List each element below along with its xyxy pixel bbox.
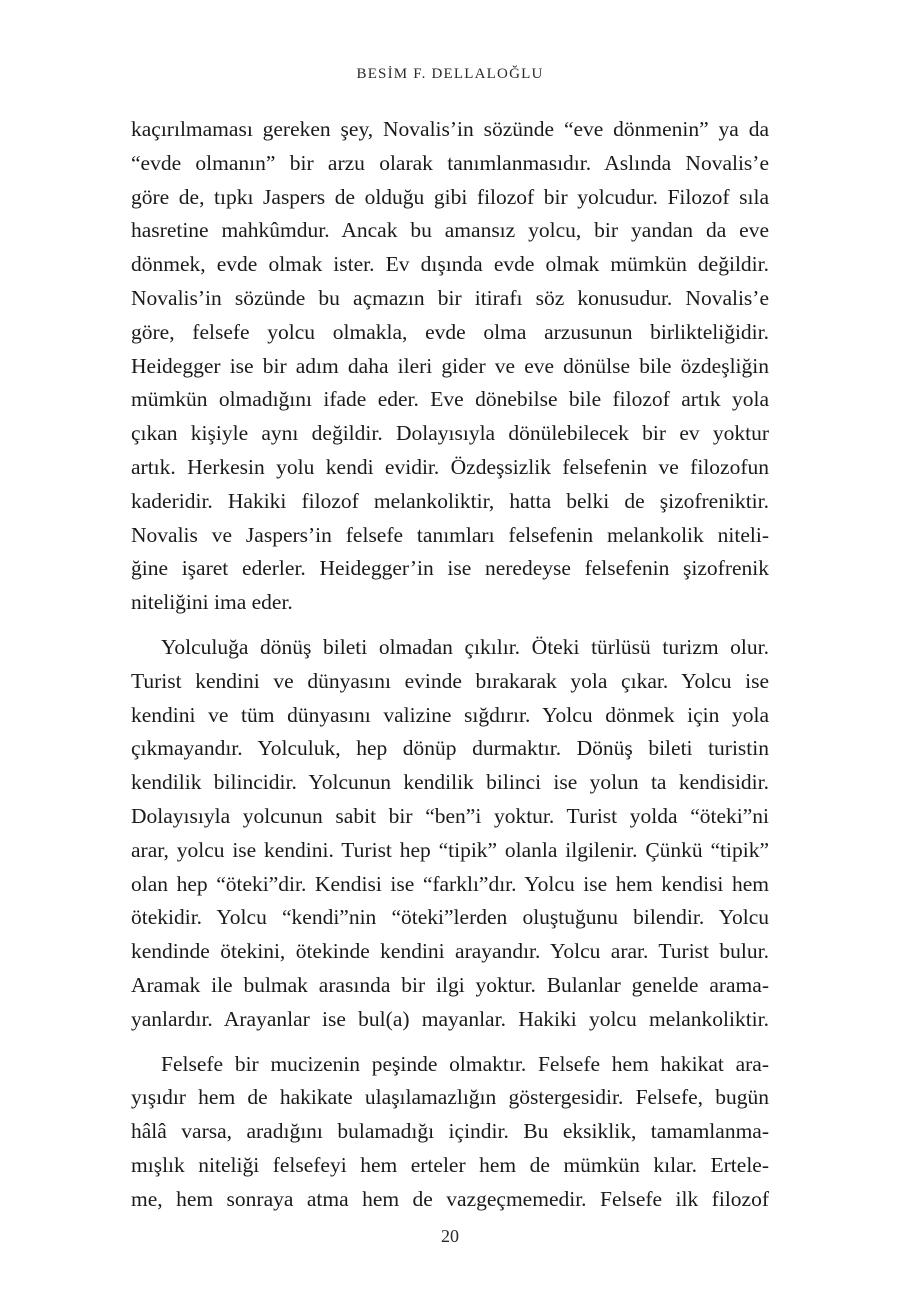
text-line: göre, felsefe yolcu olmakla, evde olma arzusunun birlikteliğidir. xyxy=(131,319,769,344)
text-line: me, hem sonraya atma hem de vazgeçmemedir. Felsefe ilk filozof xyxy=(131,1186,769,1211)
text-line: çıkan kişiyle aynı değildir. Dolayısıyla dönülebilecek bir ev yoktur xyxy=(131,421,769,446)
text-line: kaderidir. Hakiki filozof melankoliktir, hatta belki de şizofreniktir. xyxy=(131,488,769,513)
text-line: arar, yolcu ise kendini. Turist hep “tipik” olanla ilgilenir. Çünkü “tipik” xyxy=(131,837,769,862)
text-line: Turist kendini ve dünyasını evinde bırakarak yola çıkar. Yolcu ise xyxy=(131,668,769,693)
paragraph-1 xyxy=(131,113,769,620)
paragraph-3 xyxy=(131,1048,769,1217)
text-line: olan hep “öteki”dir. Kendisi ise “farklı”dır. Yolcu ise hem kendisi hem xyxy=(131,871,769,896)
text-line: hasretine mahkûmdur. Ancak bu amansız yolcu, bir yandan da eve xyxy=(131,218,769,243)
text-line: dönmek, evde olmak ister. Ev dışında evde olmak mümkün değildir. xyxy=(131,252,769,277)
paragraph-2 xyxy=(131,631,769,1037)
text-line: Yolculuğa dönüş bileti olmadan çıkılır. Öteki türlüsü turizm olur. xyxy=(161,634,769,659)
text-line: ötekidir. Yolcu “kendi”nin “öteki”lerden oluştuğunu bilendir. Yolcu xyxy=(131,905,769,930)
text-line: göre de, tıpkı Jaspers de olduğu gibi filozof bir yolcudur. Filozof sıla xyxy=(131,184,769,209)
text-line: yışıdır hem de hakikate ulaşılamazlığın göstergesidir. Felsefe, bugün xyxy=(131,1085,769,1110)
text-line: Novalis ve Jaspers’in felsefe tanımları felsefenin melankolik niteli- xyxy=(131,522,769,547)
text-line: yanlardır. Arayanlar ise bul(a) mayanlar. Hakiki yolcu melankoliktir. xyxy=(131,1006,769,1031)
text-line: “evde olmanın” bir arzu olarak tanımlanmasıdır. Aslında Novalis’e xyxy=(131,150,769,175)
text-line: kendini ve tüm dünyasını valizine sığdırır. Yolcu dönmek için yola xyxy=(131,702,769,727)
text-line: Dolayısıyla yolcunun sabit bir “ben”i yoktur. Turist yolda “öteki”ni xyxy=(131,803,769,828)
running-head: BESİM F. DELLALOĞLU xyxy=(356,66,544,82)
text-line: niteliğini ima eder. xyxy=(131,590,293,615)
page-number: 20 xyxy=(441,1226,459,1246)
text-line: Aramak ile bulmak arasında bir ilgi yoktur. Bulanlar genelde arama- xyxy=(131,972,769,997)
text-line: mışlık niteliği felsefeyi hem erteler hem de mümkün kılar. Ertele- xyxy=(131,1152,769,1177)
text-line: çıkmayandır. Yolculuk, hep dönüp durmaktır. Dönüş bileti turistin xyxy=(131,736,769,761)
text-line: hâlâ varsa, aradığını bulamadığı içindir. Bu eksiklik, tamamlanma- xyxy=(131,1119,769,1144)
text-line: Heidegger ise bir adım daha ileri gider ve eve dönülse bile özdeşliğin xyxy=(131,353,769,378)
text-line: Novalis’in sözünde bu açmazın bir itirafı söz konusudur. Novalis’e xyxy=(131,285,769,310)
text-line: kendilik bilincidir. Yolcunun kendilik bilinci ise yolun ta kendisidir. xyxy=(131,770,769,795)
text-line: kendinde ötekini, ötekinde kendini arayandır. Yolcu arar. Turist bulur. xyxy=(131,939,769,964)
text-line: artık. Herkesin yolu kendi evidir. Özdeşsizlik felsefenin ve filozofun xyxy=(131,454,769,479)
body-text xyxy=(131,113,769,1217)
text-line: kaçırılmaması gereken şey, Novalis’in sözünde “eve dönmenin” ya da xyxy=(131,117,769,141)
text-line: mümkün olmadığını ifade eder. Eve dönebilse bile filozof artık yola xyxy=(131,387,769,412)
text-line: ğine işaret ederler. Heidegger’in ise neredeyse felsefenin şizofrenik xyxy=(131,556,769,581)
text-line: Felsefe bir mucizenin peşinde olmaktır. Felsefe hem hakikat ara- xyxy=(161,1051,769,1076)
